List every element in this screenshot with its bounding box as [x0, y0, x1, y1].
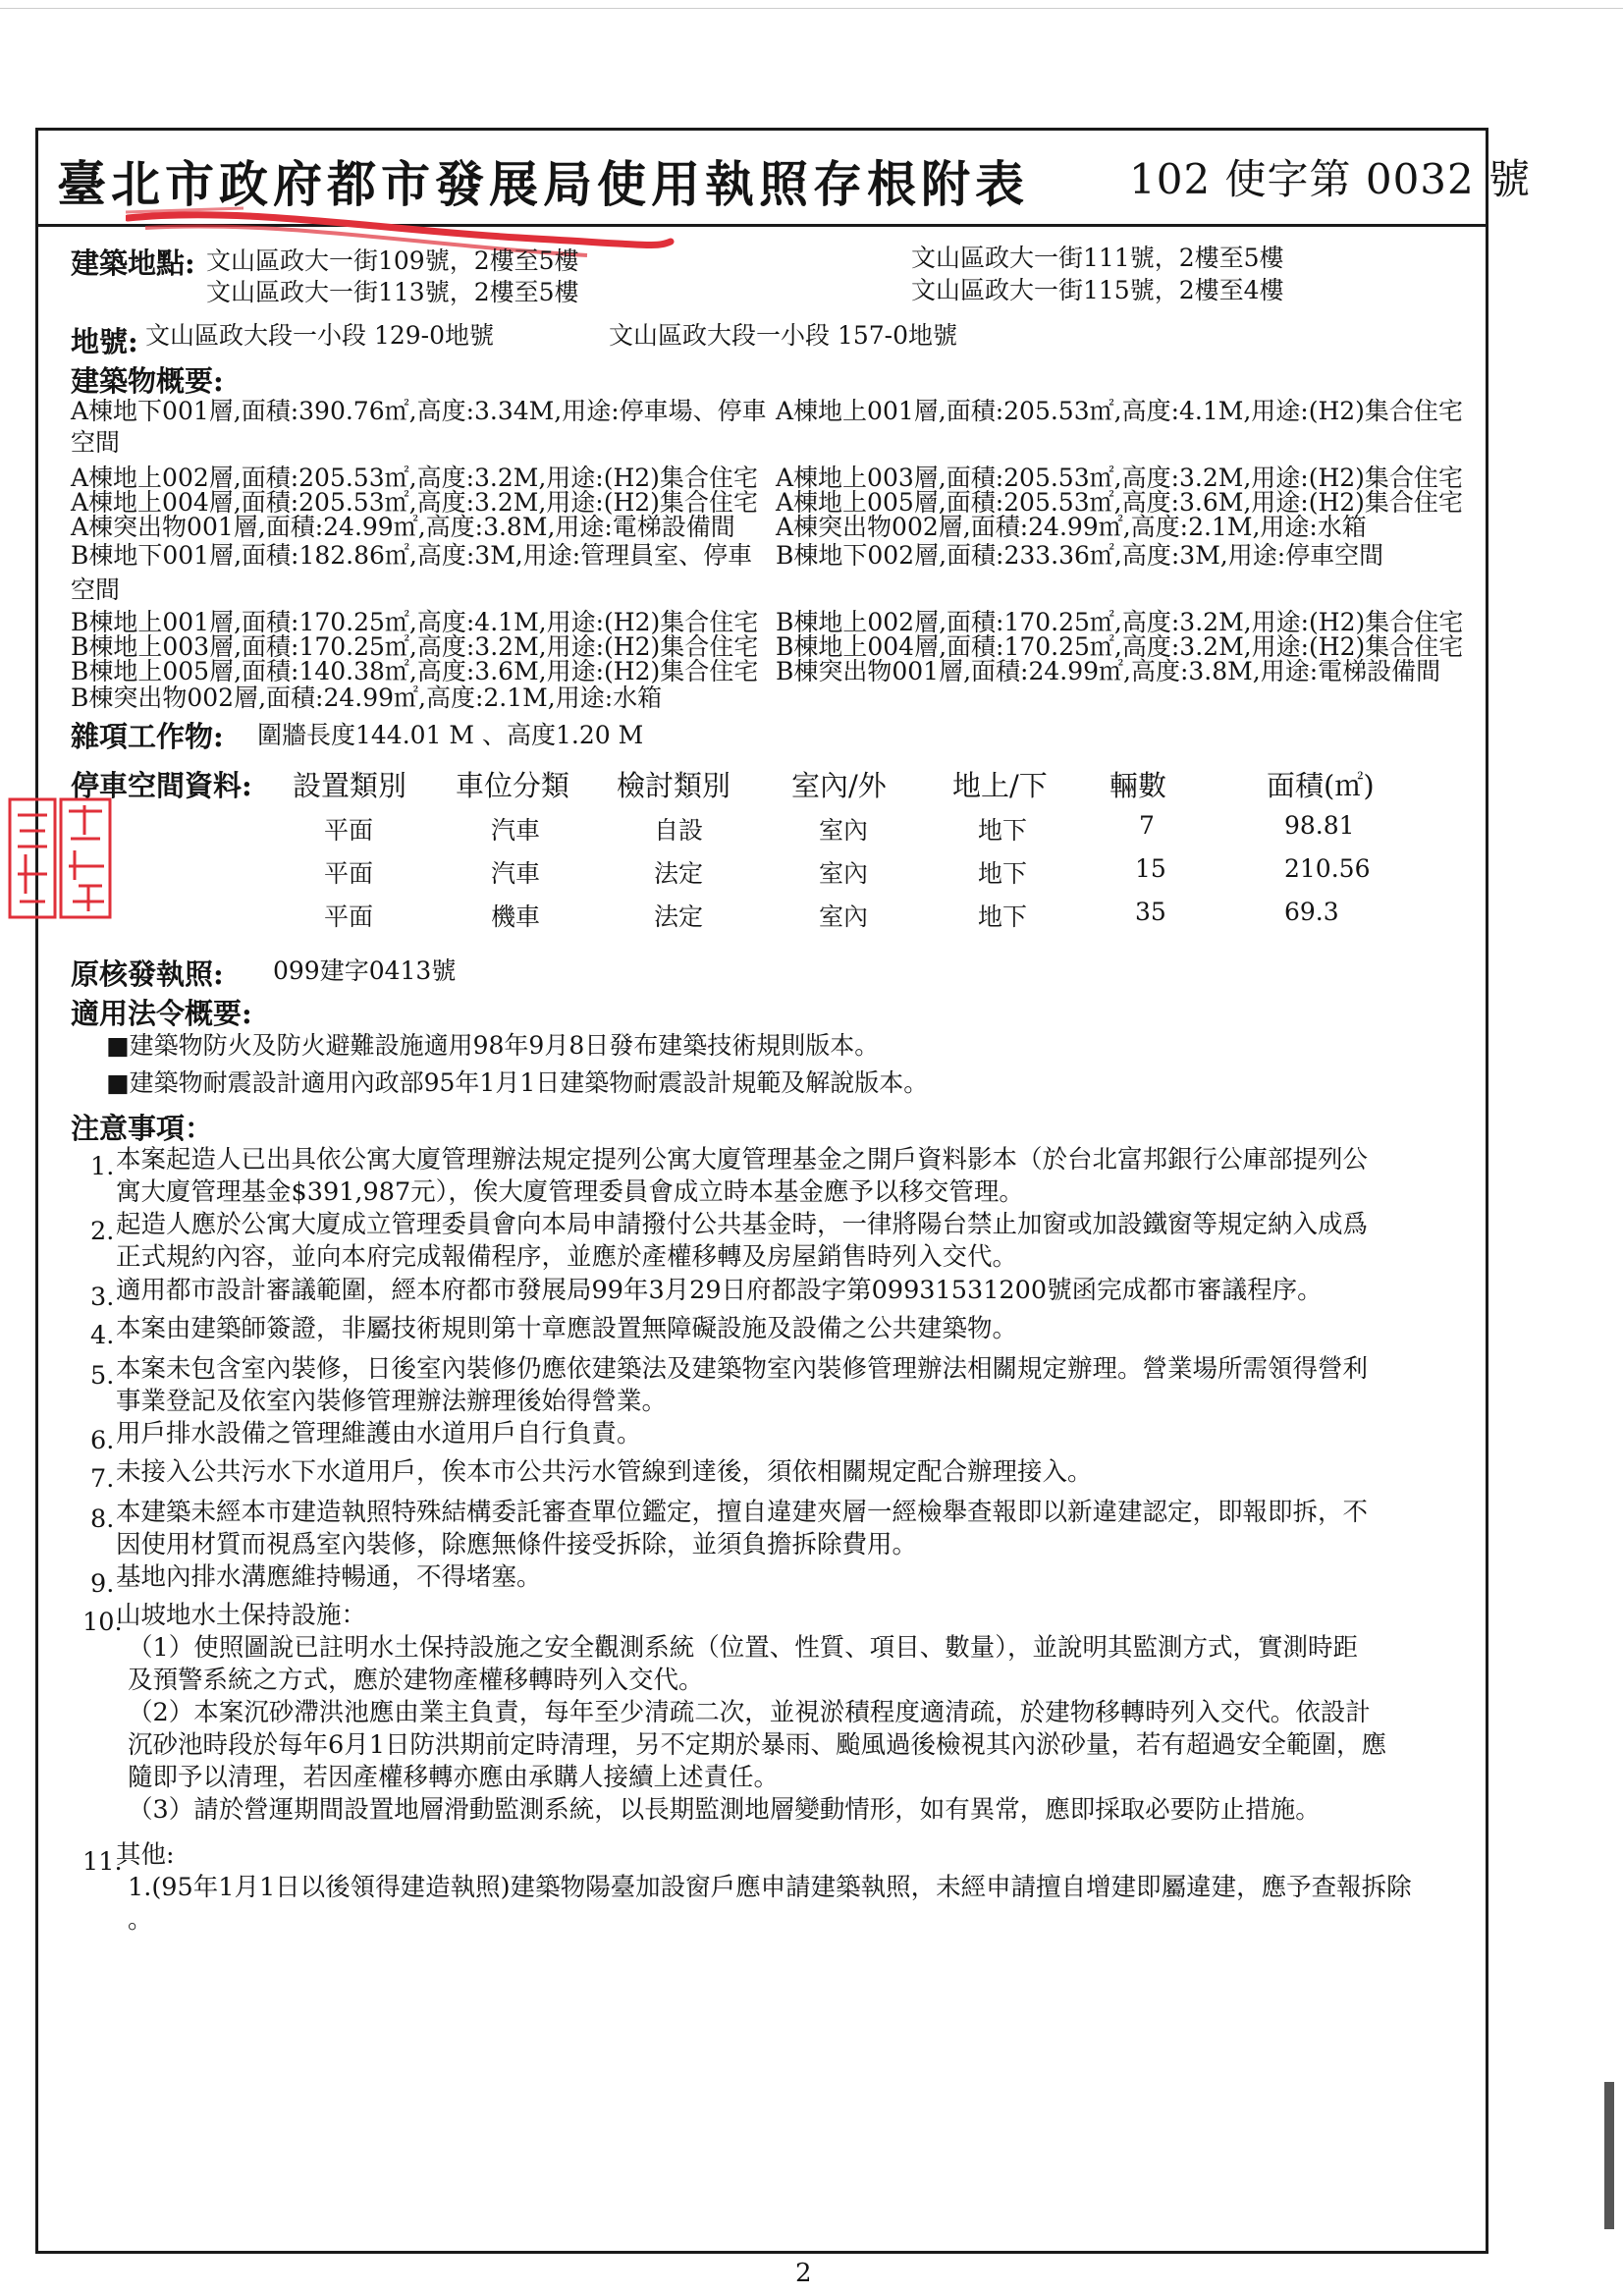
overview-line: B棟突出物002層,面積:24.99㎡,高度:2.1M,用途:水箱 — [71, 683, 663, 712]
location-line: 文山區政大一街113號，2樓至5樓 — [206, 278, 579, 306]
parking-header: 輛數 — [1109, 769, 1167, 802]
overview-line: B棟地上005層,面積:140.38㎡,高度:3.6M,用途:(H2)集合住宅 — [71, 657, 759, 685]
note-item: 未接入公共污水下水道用戶，俟本市公共污水管線到達後，須依相關規定配合辦理接入。 — [116, 1457, 1093, 1487]
overview-line: A棟突出物001層,面積:24.99㎡,高度:3.8M,用途:電梯設備間 — [71, 513, 735, 541]
note-number: 1. — [90, 1152, 115, 1181]
law-item: ■建築物耐震設計適用內政部95年1月1日建築物耐震設計規範及解說版本。 — [106, 1068, 929, 1097]
note-item: 其他: — [116, 1840, 175, 1870]
note-item: 本案起造人已出具依公寓大廈管理辦法規定提列公寓大廈管理基金之開戶資料影本（於台北富邦銀行公庫部提列公 寓大廈管理基金$391,987元），俟大廈管理委員會成立時本基金應予以移交管理。 — [116, 1145, 1369, 1207]
overview-line: A棟地上002層,面積:205.53㎡,高度:3.2M,用途:(H2)集合住宅 — [71, 464, 758, 492]
note-number: 5. — [90, 1361, 115, 1391]
parking-cell: 7 — [1139, 811, 1155, 840]
parking-cell: 地下 — [978, 859, 1028, 888]
original-permit-label: 原核發執照: — [71, 957, 224, 991]
parking-cell: 自設 — [654, 816, 704, 845]
note-number: 6. — [90, 1426, 115, 1455]
overview-line: A棟地上003層,面積:205.53㎡,高度:3.2M,用途:(H2)集合住宅 — [776, 464, 1463, 492]
parking-cell: 平面 — [324, 816, 374, 845]
overview-line: 空間 — [71, 575, 121, 604]
overview-line: A棟地上001層,面積:205.53㎡,高度:4.1M,用途:(H2)集合住宅 — [776, 397, 1463, 425]
parking-header: 面積(㎡) — [1267, 769, 1375, 802]
note-item: 用戶排水設備之管理維護由水道用戶自行負責。 — [116, 1419, 642, 1449]
lot-value: 文山區政大段一小段 129-0地號 — [145, 321, 495, 350]
misc-value: 圍牆長度144.01 M 、高度1.20 M — [257, 721, 644, 749]
misc-label: 雜項工作物: — [71, 720, 224, 753]
overview-line: 空間 — [71, 428, 121, 457]
parking-cell: 室內 — [819, 816, 869, 845]
parking-header: 設置類別 — [293, 769, 407, 802]
note-11-detail: 1.(95年1月1日以後領得建造執照)建築物陽臺加設窗戶應申請建築執照，未經申請擅自增建即屬違建，應予查報拆除 。 — [128, 1873, 1412, 1935]
note-number: 8. — [90, 1504, 115, 1534]
law-item: ■建築物防火及防火避難設施適用98年9月8日發布建築技術規則版本。 — [106, 1031, 880, 1060]
overview-line: B棟突出物001層,面積:24.99㎡,高度:3.8M,用途:電梯設備間 — [776, 657, 1441, 685]
overview-line: A棟地下001層,面積:390.76㎡,高度:3.34M,用途:停車場、停車 — [71, 397, 767, 425]
overview-line: B棟地上004層,面積:170.25㎡,高度:3.2M,用途:(H2)集合住宅 — [776, 632, 1464, 661]
note-number: 10. — [82, 1608, 123, 1637]
document-title: 臺北市政府都市發展局使用執照存根附表 — [57, 155, 1029, 213]
note-number: 11. — [82, 1847, 123, 1877]
note-number: 9. — [90, 1569, 115, 1599]
red-seal-stamp — [6, 792, 114, 929]
parking-cell: 汽車 — [491, 816, 541, 845]
overview-line: A棟地上005層,面積:205.53㎡,高度:3.6M,用途:(H2)集合住宅 — [776, 488, 1463, 517]
note-item: 起造人應於公寓大廈成立管理委員會向本局申請撥付公共基金時，一律將陽台禁止加窗或加設鐵窗等規定納入成爲 正式規約內容，並向本府完成報備程序，並應於產權移轉及房屋銷售時列入交代。 — [116, 1210, 1369, 1272]
parking-cell: 35 — [1135, 898, 1166, 926]
note-number: 3. — [90, 1283, 115, 1312]
parking-cell: 平面 — [324, 902, 374, 931]
location-line: 文山區政大一街115號，2樓至4樓 — [911, 276, 1284, 304]
note-number: 2. — [90, 1217, 115, 1246]
overview-line: B棟地下002層,面積:233.36㎡,高度:3M,用途:停車空間 — [776, 541, 1384, 570]
parking-header: 車位分類 — [456, 769, 570, 802]
note-item: 山坡地水土保持設施： — [116, 1601, 367, 1630]
note-number: 7. — [90, 1464, 115, 1494]
overview-label: 建築物概要: — [71, 364, 224, 398]
note-item: 基地內排水溝應維持暢通，不得堵塞。 — [116, 1562, 542, 1592]
parking-cell: 法定 — [654, 859, 704, 888]
overview-line: B棟地上002層,面積:170.25㎡,高度:3.2M,用途:(H2)集合住宅 — [776, 608, 1464, 636]
overview-line: B棟地下001層,面積:182.86㎡,高度:3M,用途:管理員室、停車 — [71, 541, 753, 570]
note-10-subitems: （1）使照圖說已註明水土保持設施之安全觀測系統（位置、性質、項目、數量），並說明其監測方式，實測時距 及預警系統之方式，應於建物產權移轉時列入交代。 （2）本案沉砂滯洪池應由業主負責，每年至少清疏二次，並視淤積程度適清疏，於建物移轉時列入交代。依設計 沉砂池時段於每年6月1日防洪期前定時清理，另不定期於暴雨、颱風過後檢視其內淤砂量，若有超過安全範圍，應 隨即予以清理，若因產權移轉亦應由承購人接續上述責任。 （3）請於營運期間設置地層滑動監測系統，以長期監測地層變動情形，如有異常，應即採取必要防止措施。 — [128, 1633, 1386, 1825]
parking-cell: 法定 — [654, 902, 704, 931]
original-permit-value: 099建字0413號 — [273, 957, 457, 985]
parking-header: 室內/外 — [791, 769, 887, 802]
parking-cell: 平面 — [324, 859, 374, 888]
parking-cell: 室內 — [819, 902, 869, 931]
note-item: 本案未包含室內裝修，日後室內裝修仍應依建築法及建築物室內裝修管理辦法相關規定辦理。營業場所需領得營利 事業登記及依室內裝修管理辦法辦理後始得營業。 — [116, 1354, 1369, 1416]
parking-cell: 98.81 — [1284, 811, 1355, 840]
parking-label: 停車空間資料: — [71, 769, 252, 802]
overview-line: B棟地上003層,面積:170.25㎡,高度:3.2M,用途:(H2)集合住宅 — [71, 632, 759, 661]
permit-number: 102 使字第 0032 號 — [1129, 155, 1532, 203]
page-number: 2 — [795, 2259, 812, 2288]
scan-edge-bar — [1604, 2082, 1614, 2229]
parking-cell: 汽車 — [491, 859, 541, 888]
lot-value: 文山區政大段一小段 157-0地號 — [609, 321, 958, 350]
note-number: 4. — [90, 1321, 115, 1350]
parking-cell: 機車 — [491, 902, 541, 931]
parking-cell: 69.3 — [1284, 898, 1339, 926]
parking-cell: 210.56 — [1284, 854, 1371, 883]
lot-label: 地號: — [71, 325, 138, 358]
note-item: 適用都市設計審議範圍，經本府都市發展局99年3月29日府都設字第09931531200號函完成都市審議程序。 — [116, 1276, 1323, 1305]
overview-line: A棟突出物002層,面積:24.99㎡,高度:2.1M,用途:水箱 — [776, 513, 1367, 541]
scan-top-line — [0, 8, 1623, 9]
location-line: 文山區政大一街111號，2樓至5樓 — [911, 244, 1284, 272]
note-item: 本建築未經本市建造執照特殊結構委託審查單位鑑定，擅自違建夾層一經檢舉查報即以新違建認定，即報即拆，不 因使用材質而視爲室內裝修，除應無條件接受拆除，並須負擔拆除費用。 — [116, 1498, 1369, 1559]
overview-line: A棟地上004層,面積:205.53㎡,高度:3.2M,用途:(H2)集合住宅 — [71, 488, 758, 517]
location-line: 文山區政大一街109號，2樓至5樓 — [206, 246, 579, 275]
overview-line: B棟地上001層,面積:170.25㎡,高度:4.1M,用途:(H2)集合住宅 — [71, 608, 759, 636]
parking-cell: 地下 — [978, 816, 1028, 845]
laws-label: 適用法令概要: — [71, 997, 252, 1030]
parking-cell: 地下 — [978, 902, 1028, 931]
parking-cell: 15 — [1135, 854, 1166, 883]
parking-cell: 室內 — [819, 859, 869, 888]
notes-label: 注意事項： — [71, 1112, 214, 1145]
parking-header: 檢討類別 — [617, 769, 731, 802]
location-label: 建築地點: — [71, 246, 195, 280]
parking-header: 地上/下 — [952, 769, 1048, 802]
note-item: 本案由建築師簽證，非屬技術規則第十章應設置無障礙設施及設備之公共建築物。 — [116, 1314, 1018, 1343]
